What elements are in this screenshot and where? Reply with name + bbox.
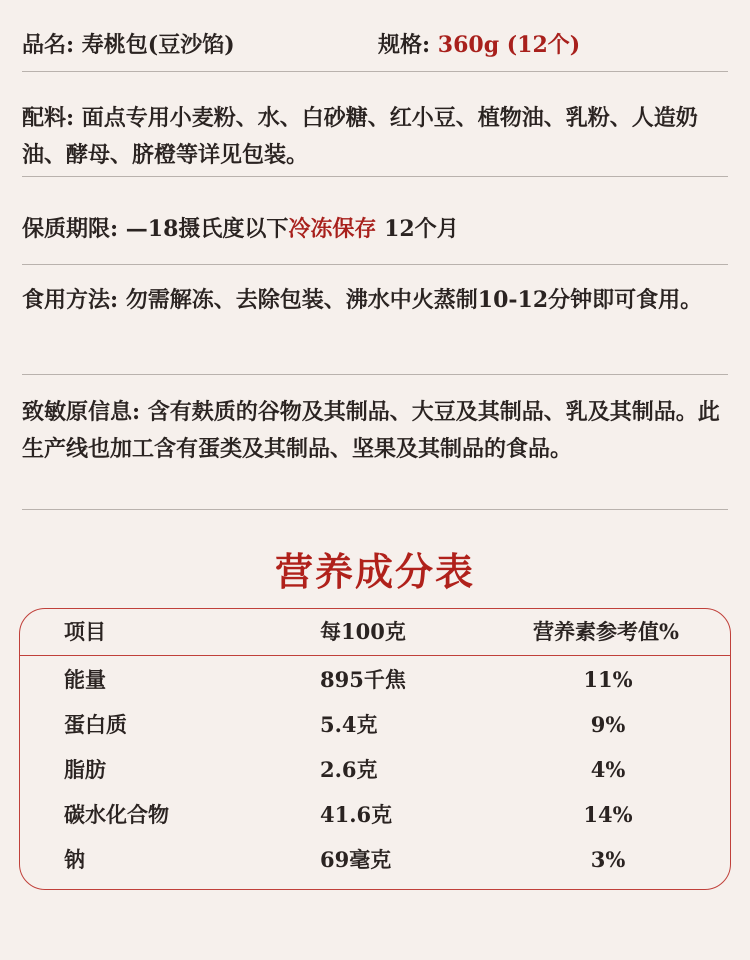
divider bbox=[22, 374, 728, 375]
row-nrv: 3% bbox=[590, 847, 626, 872]
row-amount: 895千焦 bbox=[320, 667, 406, 692]
row-nrv: 14% bbox=[583, 802, 633, 827]
table-row bbox=[20, 657, 730, 703]
spec-label: 规格: bbox=[378, 32, 431, 58]
row-item: 能量 bbox=[64, 667, 106, 692]
divider bbox=[22, 71, 728, 72]
row-amount: 69毫克 bbox=[320, 847, 392, 872]
ingredients-text: 面点专用小麦粉、水、白砂糖、红小豆、植物油、乳粉、人造奶油、酵母、脐橙等详见包装。 bbox=[22, 105, 698, 168]
table-row bbox=[20, 792, 730, 838]
usage-label: 食用方法: bbox=[22, 287, 119, 313]
divider bbox=[22, 264, 728, 265]
row-item: 脂肪 bbox=[64, 757, 106, 782]
row-nrv: 4% bbox=[590, 757, 626, 782]
divider bbox=[22, 176, 728, 177]
table-row bbox=[20, 837, 730, 883]
shelf-life-row bbox=[22, 211, 722, 248]
name-label: 品名: bbox=[22, 32, 75, 58]
ingredients-row bbox=[22, 100, 722, 174]
usage-text: 勿需解冻、去除包装、沸水中火蒸制10-12分钟即可食用。 bbox=[125, 287, 703, 313]
spec-value: 360g (12个) bbox=[437, 32, 581, 58]
row-nrv: 9% bbox=[590, 712, 626, 737]
row-amount: 2.6克 bbox=[320, 757, 378, 782]
header-nrv: 营养素参考值% bbox=[533, 619, 679, 644]
nutrition-title: 营养成分表 bbox=[274, 549, 475, 594]
product-row bbox=[22, 27, 722, 64]
row-item: 钠 bbox=[64, 847, 85, 872]
row-item: 碳水化合物 bbox=[64, 802, 169, 827]
row-item: 蛋白质 bbox=[64, 712, 127, 737]
nutrition-table bbox=[19, 608, 731, 890]
header-per-100g: 每100克 bbox=[320, 619, 406, 644]
row-amount: 5.4克 bbox=[320, 712, 378, 737]
shelf-life-duration: 12个月 bbox=[384, 216, 459, 242]
allergen-row bbox=[22, 394, 722, 468]
table-row bbox=[20, 747, 730, 793]
shelf-life-label: 保质期限: bbox=[22, 216, 119, 242]
header-item: 项目 bbox=[64, 619, 106, 644]
allergen-text: 含有麸质的谷物及其制品、大豆及其制品、乳及其制品。此生产线也加工含有蛋类及其制品、坚果及其制品的食品。 bbox=[22, 399, 720, 462]
usage-row bbox=[22, 282, 722, 319]
allergen-label: 致敏原信息: bbox=[22, 399, 141, 425]
shelf-life-storage: 冷冻保存 bbox=[288, 216, 377, 242]
name-value: 寿桃包(豆沙馅) bbox=[81, 32, 235, 58]
ingredients-label: 配料: bbox=[22, 105, 75, 131]
table-row bbox=[20, 702, 730, 748]
row-amount: 41.6克 bbox=[320, 802, 393, 827]
divider bbox=[22, 509, 728, 510]
row-nrv: 11% bbox=[583, 667, 633, 692]
table-header bbox=[20, 609, 730, 656]
shelf-life-temp: —18摄氏度以下 bbox=[125, 216, 289, 242]
spec-group bbox=[378, 27, 580, 64]
